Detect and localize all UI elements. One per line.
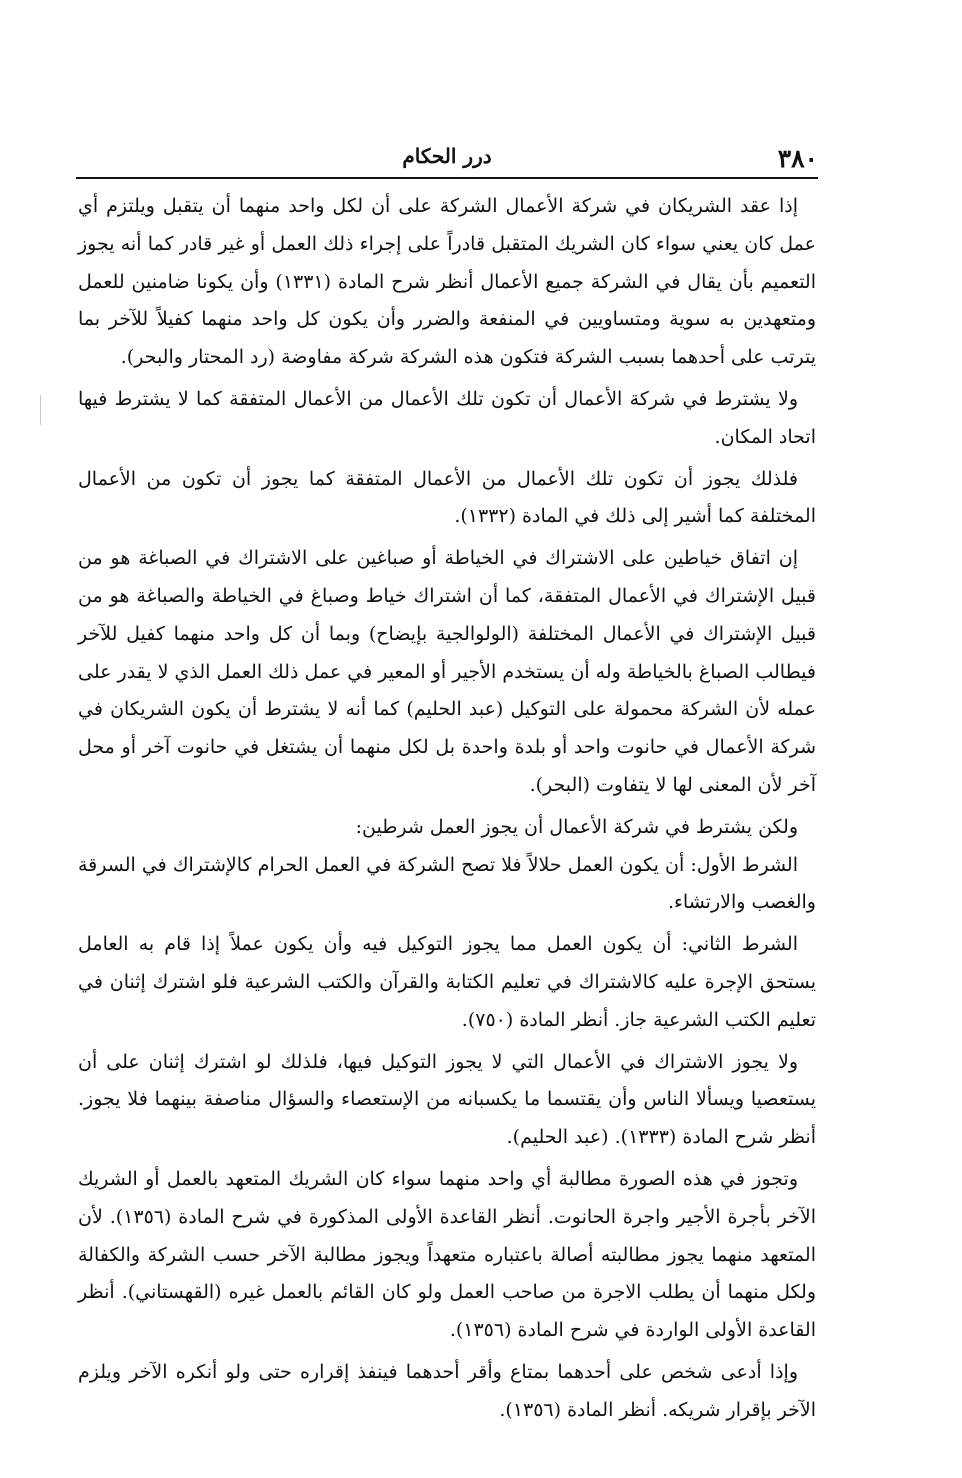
paragraph: وإذا أدعى شخص على أحدهما بمتاع وأقر أحدهما فينفذ إقراره حتى ولو أنكره الآخر ويلزم الآخر بإقرار شريكه. أنظر المادة (١٣٥٦). [78,1360,816,1421]
running-title: درر الحكام [402,144,492,168]
header-rule [76,177,818,179]
paragraph: الشرط الثاني: أن يكون العمل مما يجوز التوكيل فيه وأن يكون عملاً إذا قام به العامل يستحق الإجرة عليه كالاشتراك في تعليم الكتابة والقرآن والكتب الشرعية فلو اشترك إثنان في تعليم الكتب الشرعية جاز. أنظر المادة (٧٥٠). [78,933,816,1031]
paragraph: وتجوز في هذه الصورة مطالبة أي واحد منهما سواء كان الشريك المتعهد بالعمل أو الشريك الآخر بأجرة الأجير واجرة الحانوت. أنظر القاعدة الأولى المذكورة في شرح المادة (١٣٥٦). لأن المتعهد منهما يجوز مطالبته أصالة باعتباره متعهداً ويجوز مطالبة الآخر حسب الشركة والكفالة ولكل منهما أن يطلب الاجرة من صاحب العمل ولو كان القائم بالعمل غيره (القهستاني). أنظر القاعدة الأولى الواردة في شرح المادة (١٣٥٦). [78,1167,816,1342]
paragraph: فلذلك يجوز أن تكون تلك الأعمال من الأعمال المتفقة كما يجوز أن تكون من الأعمال المختلفة كما أشير إلى ذلك في المادة (١٣٣٢). [78,467,816,528]
paragraph: الشرط الأول: أن يكون العمل حلالاً فلا تصح الشركة في العمل الحرام كالإشتراك في السرقة والغصب والارتشاء. [78,853,816,914]
paragraph: ولا يجوز الاشتراك في الأعمال التي لا يجوز التوكيل فيها، فلذلك لو اشترك إثنان على أن يستعصيا ويسألا الناس وأن يقتسما ما يكسبانه من الإستعصاء والسؤال مناصفة بينهما فلا يجوز. أنظر شرح المادة (١٣٣٣). (عبد الحليم). [78,1050,816,1149]
paragraph: إن اتفاق خياطين على الاشتراك في الخياطة أو صباغين على الاشتراك في الصباغة هو من قبيل الإشتراك في الأعمال المتفقة، كما أن اشتراك خياط وصباغ في الخياطة والصباغة هو من قبيل الإشتراك في الأعمال المختلفة (الولوالجية بإيضاح) وبما أن كل واحد منهما كفيل للآخر فيطالب الصباغ بالخياطة وله أن يستخدم الأجير أو المعير في عمل ذلك العمل الذي لا يقدر على عمله لأن الشركة محمولة على التوكيل (عبد الحليم) كما أنه لا يشترط أن يكون الشريكان في شركة الأعمال في حانوت واحد أو بلدة واحدة بل لكل منهما أن يشتغل في حانوت آخر أو محل آخر لأن المعنى لها لا يتفاوت (البحر). [78,547,817,796]
page-body [78,188,816,1434]
paragraph: إذا عقد الشريكان في شركة الأعمال الشركة على أن لكل واحد منهما أن يتقبل ويلتزم أي عمل كان يعني سواء كان الشريك المتقبل قادراً على إجراء ذلك العمل أو غير قادر كما أنه يجوز التعميم بأن يقال في الشركة جميع الأعمال أنظر شرح المادة (١٣٣١) وأن يكونا ضامنين للعمل ومتعهدين به سوية ومتساويين في المنفعة والضرر وأن يكون كل واحد منهما كفيلاً للآخر بما يترتب على أحدهما بسبب الشركة فتكون هذه الشركة شركة مفاوضة (رد المحتار والبحر). [78,195,816,369]
paragraph: ولكن يشترط في شركة الأعمال أن يجوز العمل شرطين: [355,815,798,838]
page-header [76,140,818,174]
paragraph: ولا يشترط في شركة الأعمال أن تكون تلك الأعمال من الأعمال المتفقة كما لا يشترط فيها اتحاد المكان. [78,387,816,448]
margin-mark [40,395,41,425]
page-number: ٣٨٠ [777,144,818,173]
